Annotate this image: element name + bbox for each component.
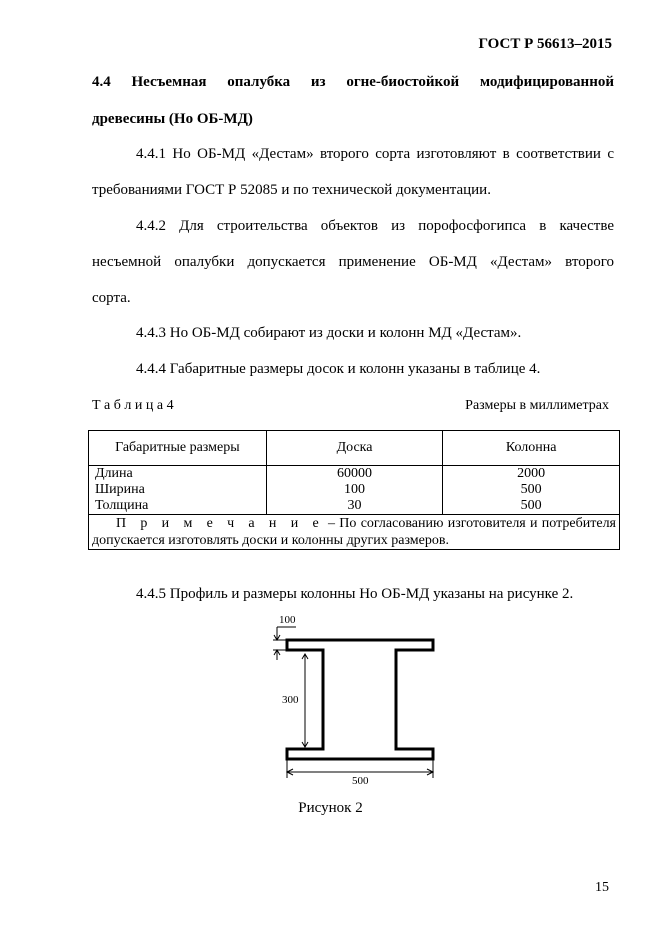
note-text: – По согласованию изготовителя и потребителя допускается изготовлять доски и колонны других размеров. [92, 516, 616, 548]
board-value: 100 [344, 482, 366, 497]
document-code: ГОСТ Р 56613–2015 [478, 36, 612, 52]
table-note-row [89, 515, 620, 550]
paragraph-4-4-2-line3: сорта. [92, 290, 131, 306]
table-header-row [89, 431, 620, 466]
section-heading-line2: древесины (Но ОБ-МД) [92, 111, 253, 127]
note-label: П р и м е ч а н и е [116, 516, 324, 531]
paragraph-4-4-1-line2: требованиями ГОСТ Р 52085 и по технической документации. [92, 182, 491, 198]
column-profile-figure [260, 608, 460, 793]
row-label: Ширина [95, 482, 145, 497]
column-value: 500 [520, 498, 542, 513]
figure-caption: Рисунок 2 [298, 800, 363, 816]
board-value: 60000 [337, 466, 373, 481]
row-label: Длина [95, 466, 133, 481]
table-note [89, 515, 620, 550]
column-value: 500 [520, 482, 542, 497]
paragraph-4-4-2-line1: 4.4.2 Для строительства объектов из порофосфогипса в качестве [136, 218, 614, 234]
column-value: 2000 [517, 466, 546, 481]
row-label: Толщина [95, 498, 149, 513]
table-units: Размеры в миллиметрах [465, 398, 609, 413]
table-header-cell: Доска [266, 431, 443, 466]
table-header-cell: Колонна [443, 431, 620, 466]
table-header-cell: Габаритные размеры [89, 431, 267, 466]
table-cell [443, 466, 620, 515]
dimension-label-top: 100 [279, 614, 296, 626]
dimensions-table [88, 430, 620, 550]
paragraph-4-4-4: 4.4.4 Габаритные размеры досок и колонн указаны в таблице 4. [136, 361, 541, 377]
table-cell [89, 466, 267, 515]
paragraph-4-4-1-line1: 4.4.1 Но ОБ-МД «Дестам» второго сорта изготовляют в соответствии с [136, 146, 614, 162]
table-row [89, 466, 620, 515]
section-heading-line1: 4.4 Несъемная опалубка из огне-биостойкой модифицированной [92, 74, 614, 90]
board-value: 30 [347, 498, 362, 513]
paragraph-4-4-2-line2: несъемной опалубки допускается применение ОБ-МД «Дестам» второго [92, 254, 614, 270]
dimension-label-side: 300 [282, 694, 299, 706]
column-profile-outline [287, 640, 433, 759]
paragraph-4-4-3: 4.4.3 Но ОБ-МД собирают из доски и колонн МД «Дестам». [136, 325, 522, 341]
paragraph-4-4-5: 4.4.5 Профиль и размеры колонны Но ОБ-МД указаны на рисунке 2. [136, 586, 574, 602]
table-cell [266, 466, 443, 515]
dimension-label-bottom: 500 [352, 775, 369, 787]
page-number: 15 [595, 880, 609, 895]
table-caption: Т а б л и ц а 4 [92, 398, 174, 413]
